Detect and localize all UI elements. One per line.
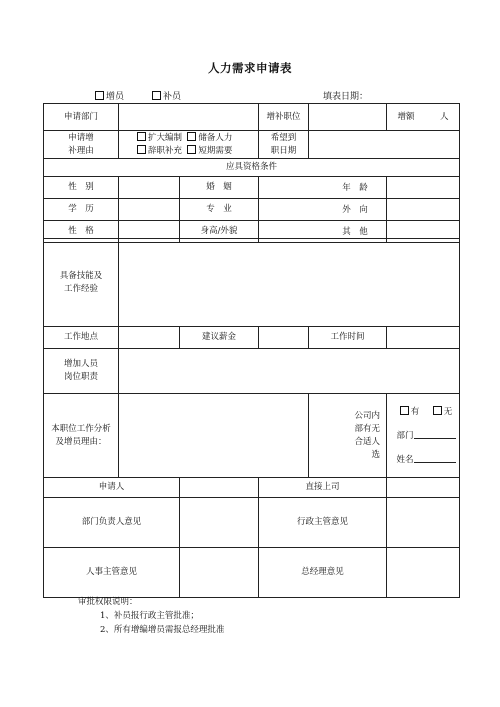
personality-label: 性 格 <box>44 221 119 243</box>
reason-label <box>44 131 119 159</box>
notes-item-2: 2、所有增编增员需报总经理批准 <box>100 625 225 635</box>
hr-head-field[interactable] <box>180 548 259 598</box>
headcount-label: 增额 <box>397 111 415 122</box>
gm-label: 总经理意见 <box>259 548 387 598</box>
notes-item-1: 1、补员报行政主管批准； <box>100 611 199 621</box>
salary-field[interactable] <box>259 327 309 349</box>
internal-name-field[interactable] <box>414 462 456 463</box>
reason-option-shortterm-label: 短期需要 <box>198 145 233 156</box>
checkbox-icon[interactable] <box>187 145 196 154</box>
admin-head-label: 行政主管意见 <box>259 498 387 548</box>
internal-no-label: 无 <box>443 406 453 417</box>
internal-no-option[interactable] <box>433 407 453 417</box>
replace-staff-label: 补员 <box>163 92 182 102</box>
add-staff-option[interactable] <box>95 89 124 102</box>
gender-field[interactable] <box>119 177 180 199</box>
supervisor-label: 直接上司 <box>259 478 387 498</box>
internal-line4: 选 <box>371 449 380 460</box>
time-field[interactable] <box>387 327 460 349</box>
checkbox-icon[interactable] <box>433 406 442 415</box>
start-date-field[interactable] <box>309 131 460 159</box>
internal-yes-label: 有 <box>410 406 420 417</box>
internal-dept-field[interactable] <box>414 438 456 439</box>
start-date-label <box>259 131 309 159</box>
admin-head-field[interactable] <box>387 498 460 548</box>
analysis-label-line2: 及增员理由： <box>55 436 107 447</box>
position-label: 增补职位 <box>259 104 309 131</box>
request-form-table <box>43 103 460 243</box>
height-label: 身高/外貌 <box>180 221 259 243</box>
applicant-label: 申请人 <box>44 478 180 498</box>
marriage-label: 婚 姻 <box>180 177 259 199</box>
dept-head-label: 部门负责人意见 <box>44 498 180 548</box>
internal-line1: 公司内 <box>354 410 380 421</box>
applicant-field[interactable] <box>180 478 259 498</box>
approval-notes <box>78 595 224 637</box>
dept-head-field[interactable] <box>180 498 259 548</box>
time-label: 工作时间 <box>309 327 387 349</box>
headcount-field[interactable] <box>387 104 460 131</box>
duty-label <box>44 349 119 394</box>
skills-label-line1: 具备技能及 <box>59 270 103 281</box>
reason-option-expand-label: 扩大编制 <box>148 132 183 143</box>
form-title: 人力需求申请表 <box>208 61 292 75</box>
reason-option-expand[interactable] <box>137 133 182 143</box>
duty-field[interactable] <box>119 349 460 394</box>
education-field[interactable] <box>119 199 180 221</box>
dept-label: 申请部门 <box>44 104 119 131</box>
supervisor-field[interactable] <box>387 478 460 498</box>
headcount-unit: 人 <box>439 111 449 122</box>
fill-date-label: 填表日期： <box>323 92 369 102</box>
gender-label: 性 别 <box>44 177 119 199</box>
duty-label-line2: 岗位职责 <box>63 372 98 382</box>
checkbox-icon[interactable] <box>187 132 196 141</box>
analysis-label-line1: 本职位工作分析 <box>51 423 111 434</box>
section-title: 应具资格条件 <box>44 159 460 177</box>
lower-form-table <box>43 238 460 598</box>
reason-options <box>119 131 259 159</box>
replace-staff-option[interactable] <box>152 89 181 102</box>
start-date-label-line2: 职日期 <box>270 145 297 156</box>
gm-field[interactable] <box>387 548 460 598</box>
location-field[interactable] <box>119 327 180 349</box>
age-field[interactable] <box>387 177 460 199</box>
analysis-field[interactable] <box>119 394 309 478</box>
internal-name-label: 姓名 <box>396 454 414 465</box>
checkbox-icon[interactable] <box>137 145 146 154</box>
checkbox-icon[interactable] <box>137 132 146 141</box>
start-date-label-line1: 希望到 <box>270 132 297 143</box>
internal-yes-option[interactable] <box>400 407 420 417</box>
appearance-field[interactable] <box>387 199 460 221</box>
reason-option-reserve-label: 储备人力 <box>198 132 233 143</box>
reason-option-reserve[interactable] <box>187 133 232 143</box>
internal-dept-label: 部门 <box>396 430 414 441</box>
dept-field[interactable] <box>119 104 259 131</box>
location-label: 工作地点 <box>44 327 119 349</box>
skills-field[interactable] <box>119 239 460 327</box>
checkbox-icon[interactable] <box>400 406 409 415</box>
hr-head-label: 人事主管意见 <box>44 548 180 598</box>
reason-label-line1: 申请增 <box>68 132 94 143</box>
internal-candidate-label <box>309 394 387 478</box>
reason-option-resign[interactable] <box>137 146 182 156</box>
appearance-label: 外 向 <box>324 199 387 221</box>
add-staff-label: 增员 <box>106 92 125 102</box>
reason-option-shortterm[interactable] <box>187 146 232 156</box>
reason-label-line2: 补理由 <box>68 145 94 156</box>
major-label: 专 业 <box>180 199 259 221</box>
duty-label-line1: 增加人员 <box>63 359 98 369</box>
skills-label <box>44 239 119 327</box>
position-field[interactable] <box>309 104 387 131</box>
skills-label-line2: 工作经验 <box>63 283 98 294</box>
age-label: 年 龄 <box>324 177 387 199</box>
reason-option-resign-label: 辞职补充 <box>148 145 183 156</box>
checkbox-icon[interactable] <box>152 91 161 100</box>
notes-heading: 审批权限说明： <box>78 597 138 607</box>
internal-line3: 合适人 <box>354 436 380 447</box>
analysis-label <box>44 394 119 478</box>
education-label: 学 历 <box>44 199 119 221</box>
internal-candidate-info <box>387 394 460 478</box>
internal-line2: 部有无 <box>354 423 380 434</box>
salary-label: 建议薪金 <box>180 327 259 349</box>
other-label: 其 他 <box>324 221 387 243</box>
checkbox-icon[interactable] <box>95 91 104 100</box>
